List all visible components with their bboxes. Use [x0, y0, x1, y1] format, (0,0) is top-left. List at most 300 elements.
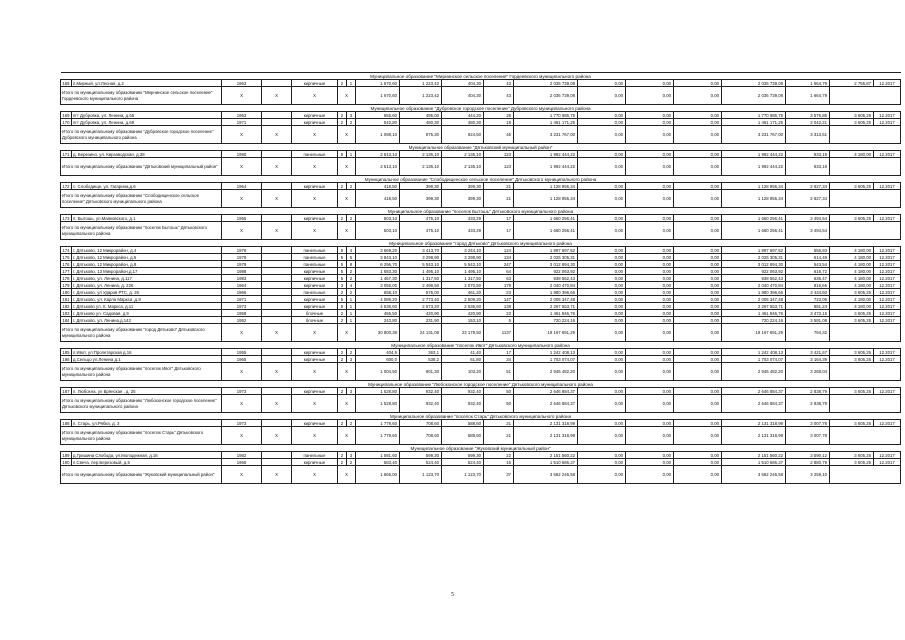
table-row [61, 261, 901, 268]
table-cell: пгт Дубровка, ул. Ленина, д.69 [72, 119, 222, 126]
table-cell: 588,60 [442, 420, 484, 427]
total-cell: 0,00 [626, 427, 674, 445]
table-cell: 0,00 [626, 112, 674, 119]
total-cell: 1 123,70 [400, 466, 442, 484]
table-cell: 3 [347, 112, 356, 119]
table-cell: 2 [347, 459, 356, 466]
table-cell [262, 261, 292, 268]
table-cell: 1 779,60 [356, 420, 400, 427]
table-cell: 658,10 [356, 289, 400, 296]
total-cell: 1137 [484, 324, 514, 342]
total-cell: 1 128 955,34 [722, 190, 786, 208]
table-cell: 5 [338, 254, 347, 261]
table-cell: 176 [62, 261, 70, 267]
table-cell: 183 [62, 310, 70, 316]
table-row [61, 247, 901, 254]
table-cell: 1 [347, 80, 356, 87]
total-cell: 0,00 [674, 324, 722, 342]
table-cell: 418,50 [356, 183, 400, 190]
table-cell: 181 [62, 296, 70, 302]
table-cell: 2 838,79 [786, 388, 830, 395]
table-cell: 1 [347, 310, 356, 317]
table-cell: 2 005 347,48 [514, 296, 578, 303]
table-cell: 43 [484, 80, 514, 87]
total-cell: 3 494,54 [786, 222, 830, 240]
table-cell: 2 [338, 183, 347, 190]
table-cell: 636,47 [786, 275, 830, 282]
table-cell: 1 461 846,76 [722, 310, 786, 317]
table-cell: 1955 [222, 349, 262, 356]
table-cell: 0,00 [674, 275, 722, 282]
table-cell: 1 128 955,34 [722, 183, 786, 190]
table-cell [262, 296, 292, 303]
table-cell: 838 562,43 [514, 275, 578, 282]
total-cell: X [262, 126, 292, 144]
table-cell: 2 609,20 [442, 296, 484, 303]
total-cell: X [338, 158, 356, 176]
total-cell: 1 128 955,34 [514, 190, 578, 208]
total-cell: X [338, 427, 356, 445]
table-cell: 399,30 [442, 183, 484, 190]
total-cell: 0,00 [674, 427, 722, 445]
table-body [61, 73, 901, 484]
table-cell: 932,40 [442, 388, 484, 395]
table-cell: 583,40 [356, 459, 400, 466]
table-cell: 0,00 [626, 310, 674, 317]
table-cell: 247 [484, 261, 514, 268]
total-cell: 2 827,34 [786, 190, 830, 208]
table-cell: 2 [338, 310, 347, 317]
table-cell: г. Дятьково, ул. Ленина,д.142 [72, 317, 222, 324]
table-cell: 189 [62, 452, 70, 458]
table-cell: 2 646 884,37 [514, 388, 578, 395]
table-cell: 0,00 [674, 356, 722, 363]
total-cell: 0,00 [578, 466, 626, 484]
table-cell: 2 267 553,71 [722, 303, 786, 310]
table-cell: 0,00 [626, 303, 674, 310]
table-cell: 1 [347, 317, 356, 324]
total-cell: 0,00 [578, 158, 626, 176]
total-cell: X [292, 466, 338, 484]
total-cell: 404,30 [442, 87, 484, 105]
table-cell: 0,00 [578, 254, 626, 261]
table-cell: 2 131 318,99 [722, 420, 786, 427]
table-cell: 1 128 955,34 [514, 183, 578, 190]
table-cell: 3 413,70 [400, 247, 442, 254]
table-cell: 2 [338, 112, 347, 119]
table-cell: 12.2017 [874, 275, 901, 282]
total-cell: 0,00 [578, 87, 626, 105]
table-cell: 1 461 171,25 [722, 119, 786, 126]
table-cell: 187 [62, 388, 70, 394]
table-cell: 3 012 894,30 [514, 261, 578, 268]
table-cell: 2 827,34 [786, 183, 830, 190]
table-cell: 1 664,79 [786, 80, 830, 87]
table-cell: 404,30 [442, 80, 484, 87]
housing-program-table-page [60, 72, 895, 484]
table-cell: 0,00 [674, 296, 722, 303]
table-cell: 1 703 074,07 [722, 356, 786, 363]
total-cell: 1 670,60 [356, 87, 400, 105]
table-cell: 21 [484, 420, 514, 427]
total-cell: 0,00 [626, 466, 674, 484]
total-cell: X [338, 87, 356, 105]
table-cell: 12.2017 [874, 310, 901, 317]
total-cell: X [222, 126, 262, 144]
total-cell: 30 800,38 [356, 324, 400, 342]
total-label: Итого по муниципальному образованию "поселок Бытошь" Дятьковского муниципального района [61, 222, 222, 240]
table-cell: 3 590,12 [786, 452, 830, 459]
table-cell: 179 [62, 282, 70, 288]
table-cell: 1979 [222, 254, 262, 261]
table-cell: 404,5 [356, 349, 400, 356]
table-row [61, 254, 901, 261]
table-cell: 2 [347, 119, 356, 126]
total-cell: 1 992 444,22 [722, 158, 786, 176]
table-cell: 0,00 [626, 215, 674, 222]
table-cell: 2 025 305,31 [722, 254, 786, 261]
table-cell: 922 063,92 [514, 268, 578, 275]
table-cell: 4 180,00 [830, 296, 874, 303]
total-cell: 0,00 [674, 126, 722, 144]
table-cell: 2 025 305,31 [514, 254, 578, 261]
table-cell: 0,00 [674, 112, 722, 119]
table-cell: п.Свеча, пер.Березовый, д.5 [72, 459, 222, 466]
table-cell: 3 605,25 [830, 112, 874, 119]
total-cell: X [292, 190, 338, 208]
table-row [61, 151, 901, 158]
table-cell: 0,00 [674, 452, 722, 459]
table-cell: 1 670,60 [356, 80, 400, 87]
table-cell: 0,00 [578, 310, 626, 317]
total-cell: 1 660 256,41 [722, 222, 786, 240]
table-cell: 1952 [222, 317, 262, 324]
table-cell: 5 [338, 303, 347, 310]
table-cell: 5 [347, 254, 356, 261]
table-cell: кирпичные [292, 388, 338, 395]
total-empty-cell [830, 466, 901, 484]
table-cell: 2 755,87 [830, 80, 874, 87]
total-cell: 2 036 739,08 [514, 87, 578, 105]
table-cell: 0,00 [626, 356, 674, 363]
table-cell: 34 [484, 356, 514, 363]
table-cell: 173 [62, 215, 70, 221]
table-cell [262, 151, 292, 158]
total-cell: 924,50 [442, 126, 484, 144]
table-cell: 0,00 [674, 420, 722, 427]
table-cell: 172 [62, 183, 70, 189]
table-cell: 503,10 [356, 215, 400, 222]
total-cell: 0,00 [626, 87, 674, 105]
table-cell: 12.2017 [874, 268, 901, 275]
total-cell: 932,40 [442, 395, 484, 413]
table-cell: 616,72 [786, 268, 830, 275]
table-cell: 5 543,10 [400, 261, 442, 268]
section-total-row [61, 222, 901, 240]
total-cell: 933,19 [786, 158, 830, 176]
table-cell: 0,00 [674, 289, 722, 296]
table-cell: 63 [484, 275, 514, 282]
table-cell: 599,30 [442, 452, 484, 459]
table-cell: 614,49 [786, 254, 830, 261]
table-cell: п.Мирный, ул.Лесная, д.2 [72, 80, 222, 87]
table-cell: 178 [62, 275, 70, 281]
table-row [61, 215, 901, 222]
table-cell: 2 [338, 317, 347, 324]
table-row [61, 452, 901, 459]
table-cell: 12.2017 [874, 254, 901, 261]
total-cell: X [292, 158, 338, 176]
table-cell: г. Дятьково ул. Садовая, д.9 [72, 310, 222, 317]
section-total-row [61, 427, 901, 445]
total-cell: X [338, 395, 356, 413]
table-cell: 456,50 [356, 310, 400, 317]
total-cell: X [338, 324, 356, 342]
table-cell: 420,90 [400, 310, 442, 317]
table-cell: 599,30 [400, 452, 442, 459]
table-cell: 3 605,25 [830, 420, 874, 427]
table-cell: 18 [484, 119, 514, 126]
table-cell [262, 275, 292, 282]
table-cell [262, 356, 292, 363]
table-cell: 231,90 [400, 317, 442, 324]
total-cell: X [262, 395, 292, 413]
total-cell: X [262, 190, 292, 208]
total-cell: X [292, 222, 338, 240]
table-cell: 3 605,25 [830, 310, 874, 317]
table-cell: 1 660 256,41 [722, 215, 786, 222]
table-row [61, 420, 901, 427]
table-cell: 922 063,92 [722, 268, 786, 275]
table-cell [262, 80, 292, 87]
table-cell: 12.2017 [874, 80, 901, 87]
table-row [61, 80, 901, 87]
table-cell: 3 843,10 [356, 254, 400, 261]
total-cell: 3 662 246,58 [722, 466, 786, 484]
total-empty-cell [830, 395, 901, 413]
table-cell: 12.2017 [874, 459, 901, 466]
table-row [61, 183, 901, 190]
table-cell: кирпичные [292, 215, 338, 222]
table-cell: 1988 [222, 268, 262, 275]
table-cell: 2 [347, 183, 356, 190]
table-cell: 1 242 408,13 [722, 349, 786, 356]
total-cell: 19 167 691,29 [514, 324, 578, 342]
table-cell: 64 [484, 268, 514, 275]
table-cell: 4 [347, 247, 356, 254]
table-cell: 0,00 [578, 289, 626, 296]
table-cell: 147 [484, 296, 514, 303]
table-cell: 12.2017 [874, 296, 901, 303]
table-row [61, 112, 901, 119]
table-cell: кирпичные [292, 80, 338, 87]
table-cell: 1965 [222, 459, 262, 466]
total-cell: 37 [484, 466, 514, 484]
table-cell: 28 [484, 112, 514, 119]
table-cell: 1 992 444,22 [722, 151, 786, 158]
table-cell: 4 180,00 [830, 151, 874, 158]
table-cell: 0,00 [674, 80, 722, 87]
table-cell: 3 605,25 [830, 215, 874, 222]
section-total-row [61, 363, 901, 381]
section-title: Муниципальное образование "поселок Ивот" Дятьковского муниципального района [61, 342, 901, 349]
total-cell: 1 123,70 [442, 466, 484, 484]
table-cell [262, 420, 292, 427]
table-cell: 2 [347, 215, 356, 222]
total-cell: 708,60 [400, 427, 442, 445]
table-cell: 0,00 [578, 215, 626, 222]
table-cell: 2 036 739,08 [722, 80, 786, 87]
section-total-row [61, 190, 901, 208]
table-cell: 3 605,25 [830, 388, 874, 395]
table-cell: 3 [347, 452, 356, 459]
table-cell: 2 [347, 275, 356, 282]
section-total-row [61, 158, 901, 176]
table-cell: 175 [62, 254, 70, 260]
page-number: 5 [451, 592, 454, 598]
table-cell: 4 180,00 [830, 261, 874, 268]
table-row [61, 119, 901, 126]
section-title: Муниципальное образование "поселок Бытошь" Дятьковского муниципального района [61, 208, 901, 215]
table-cell: 0,00 [674, 310, 722, 317]
table-cell: 12.2017 [874, 452, 901, 459]
table-cell: 2 [338, 289, 347, 296]
total-cell: 794,32 [786, 324, 830, 342]
total-cell: 0,00 [674, 158, 722, 176]
table-cell: 5 [338, 151, 347, 158]
total-cell: 21 [484, 190, 514, 208]
table-cell: г. Дятьково ул. К. Маркса, д.11 [72, 303, 222, 310]
table-cell [262, 268, 292, 275]
table-cell: 0,00 [626, 459, 674, 466]
total-cell: X [292, 87, 338, 105]
section-header [61, 240, 901, 247]
table-cell: 4 180,00 [830, 254, 874, 261]
table-cell: 0,00 [578, 80, 626, 87]
total-cell: X [222, 324, 262, 342]
table-cell: 23 [484, 289, 514, 296]
table-cell: 1973 [222, 303, 262, 310]
table-cell: 2 [347, 349, 356, 356]
total-cell: 1 664,79 [786, 87, 830, 105]
total-cell: 1 098,10 [356, 126, 400, 144]
table-cell: кирпичные [292, 112, 338, 119]
housing-repair-table [60, 72, 901, 484]
total-label: Итого по муниципальному образованию "поселок Ивот" Дятьковского муниципального района [61, 363, 222, 381]
section-title: Муниципальное образование "Дятьковский муниципальный район" [61, 144, 901, 151]
table-cell: 0,00 [674, 303, 722, 310]
table-cell: блочные [292, 310, 338, 317]
total-cell: X [222, 427, 262, 445]
table-cell: 933,19 [786, 151, 830, 158]
table-cell: 2 [338, 459, 347, 466]
table-cell: 1953 [222, 112, 262, 119]
total-empty-cell [830, 427, 901, 445]
table-cell: 0,00 [626, 247, 674, 254]
table-cell: 188 [62, 420, 70, 426]
table-cell: 461,20 [442, 289, 484, 296]
total-cell: 2 646 884,37 [722, 395, 786, 413]
total-cell: 475,10 [400, 222, 442, 240]
table-cell: 123 [484, 151, 514, 158]
table-cell: 5 [338, 296, 347, 303]
total-cell: X [222, 158, 262, 176]
table-cell: с. Слободище, ул. Гагарина,д.6 [72, 183, 222, 190]
table-row [61, 282, 901, 289]
total-cell: 0,00 [674, 87, 722, 105]
table-cell: 12.2017 [874, 420, 901, 427]
total-cell: 0,00 [578, 190, 626, 208]
table-cell: 2 646 884,37 [722, 388, 786, 395]
total-cell: 0,00 [674, 190, 722, 208]
table-cell: 816,66 [786, 282, 830, 289]
total-cell: 3 231 767,00 [514, 126, 578, 144]
table-cell: 2 267 553,71 [514, 303, 578, 310]
table-cell: 3 012 894,30 [722, 261, 786, 268]
section-title: Муниципальное образование "город Дятьково" Дятьковского муниципального района [61, 240, 901, 247]
table-cell: п. Любохна, ул Брянская , д. 25 [72, 388, 222, 395]
total-cell: 2 036 739,08 [722, 87, 786, 105]
table-cell: 3 [347, 388, 356, 395]
table-cell: 1 467,30 [356, 275, 400, 282]
table-cell: 3 605,25 [830, 349, 874, 356]
total-cell: 0,00 [626, 363, 674, 381]
table-cell [262, 282, 292, 289]
table-cell: 1971 [222, 119, 262, 126]
table-cell: 1 242 408,13 [514, 349, 578, 356]
table-cell: 0,00 [674, 349, 722, 356]
table-cell: 4 089,20 [356, 296, 400, 303]
total-cell: 19 167 691,29 [722, 324, 786, 342]
total-cell: 2 838,79 [786, 395, 830, 413]
table-cell: 0,00 [626, 268, 674, 275]
table-cell [262, 317, 292, 324]
table-cell: 720 224,16 [722, 317, 786, 324]
section-title: Муниципальное образование "Слободищенское сельское поселение" Дятьковского муниципального района [61, 176, 901, 183]
table-cell: 1 770 986,75 [722, 112, 786, 119]
table-cell: 1965 [222, 356, 262, 363]
table-cell: кирпичные [292, 459, 338, 466]
table-cell: 2 [338, 215, 347, 222]
total-cell: 51 [484, 363, 514, 381]
table-cell: 555,93 [786, 247, 830, 254]
total-cell: 1 779,60 [356, 427, 400, 445]
table-cell: 1 [347, 303, 356, 310]
table-cell: 8 [347, 261, 356, 268]
total-cell: X [338, 363, 356, 381]
table-cell: 2 773,40 [400, 296, 442, 303]
total-cell: 3 259,10 [786, 466, 830, 484]
table-cell: 2 573,20 [400, 303, 442, 310]
table-cell [262, 215, 292, 222]
total-cell: X [292, 363, 338, 381]
total-cell: 2 945 482,20 [722, 363, 786, 381]
table-cell: 3 569,20 [356, 247, 400, 254]
section-header [61, 445, 901, 452]
table-cell: 495,00 [400, 112, 442, 119]
table-cell [262, 247, 292, 254]
table-cell: 22 [484, 452, 514, 459]
table-cell: 0,00 [674, 119, 722, 126]
table-cell: 2 036 739,08 [514, 80, 578, 87]
total-label: Итого по муниципальному образованию "город Дятьково" Дятьковского муниципального района [61, 324, 222, 342]
table-cell: панельные [292, 254, 338, 261]
section-total-row [61, 126, 901, 144]
table-cell: 480,30 [442, 119, 484, 126]
table-cell: 1980 [222, 151, 262, 158]
table-cell: 12.2017 [874, 151, 901, 158]
total-cell: 43 [484, 87, 514, 105]
